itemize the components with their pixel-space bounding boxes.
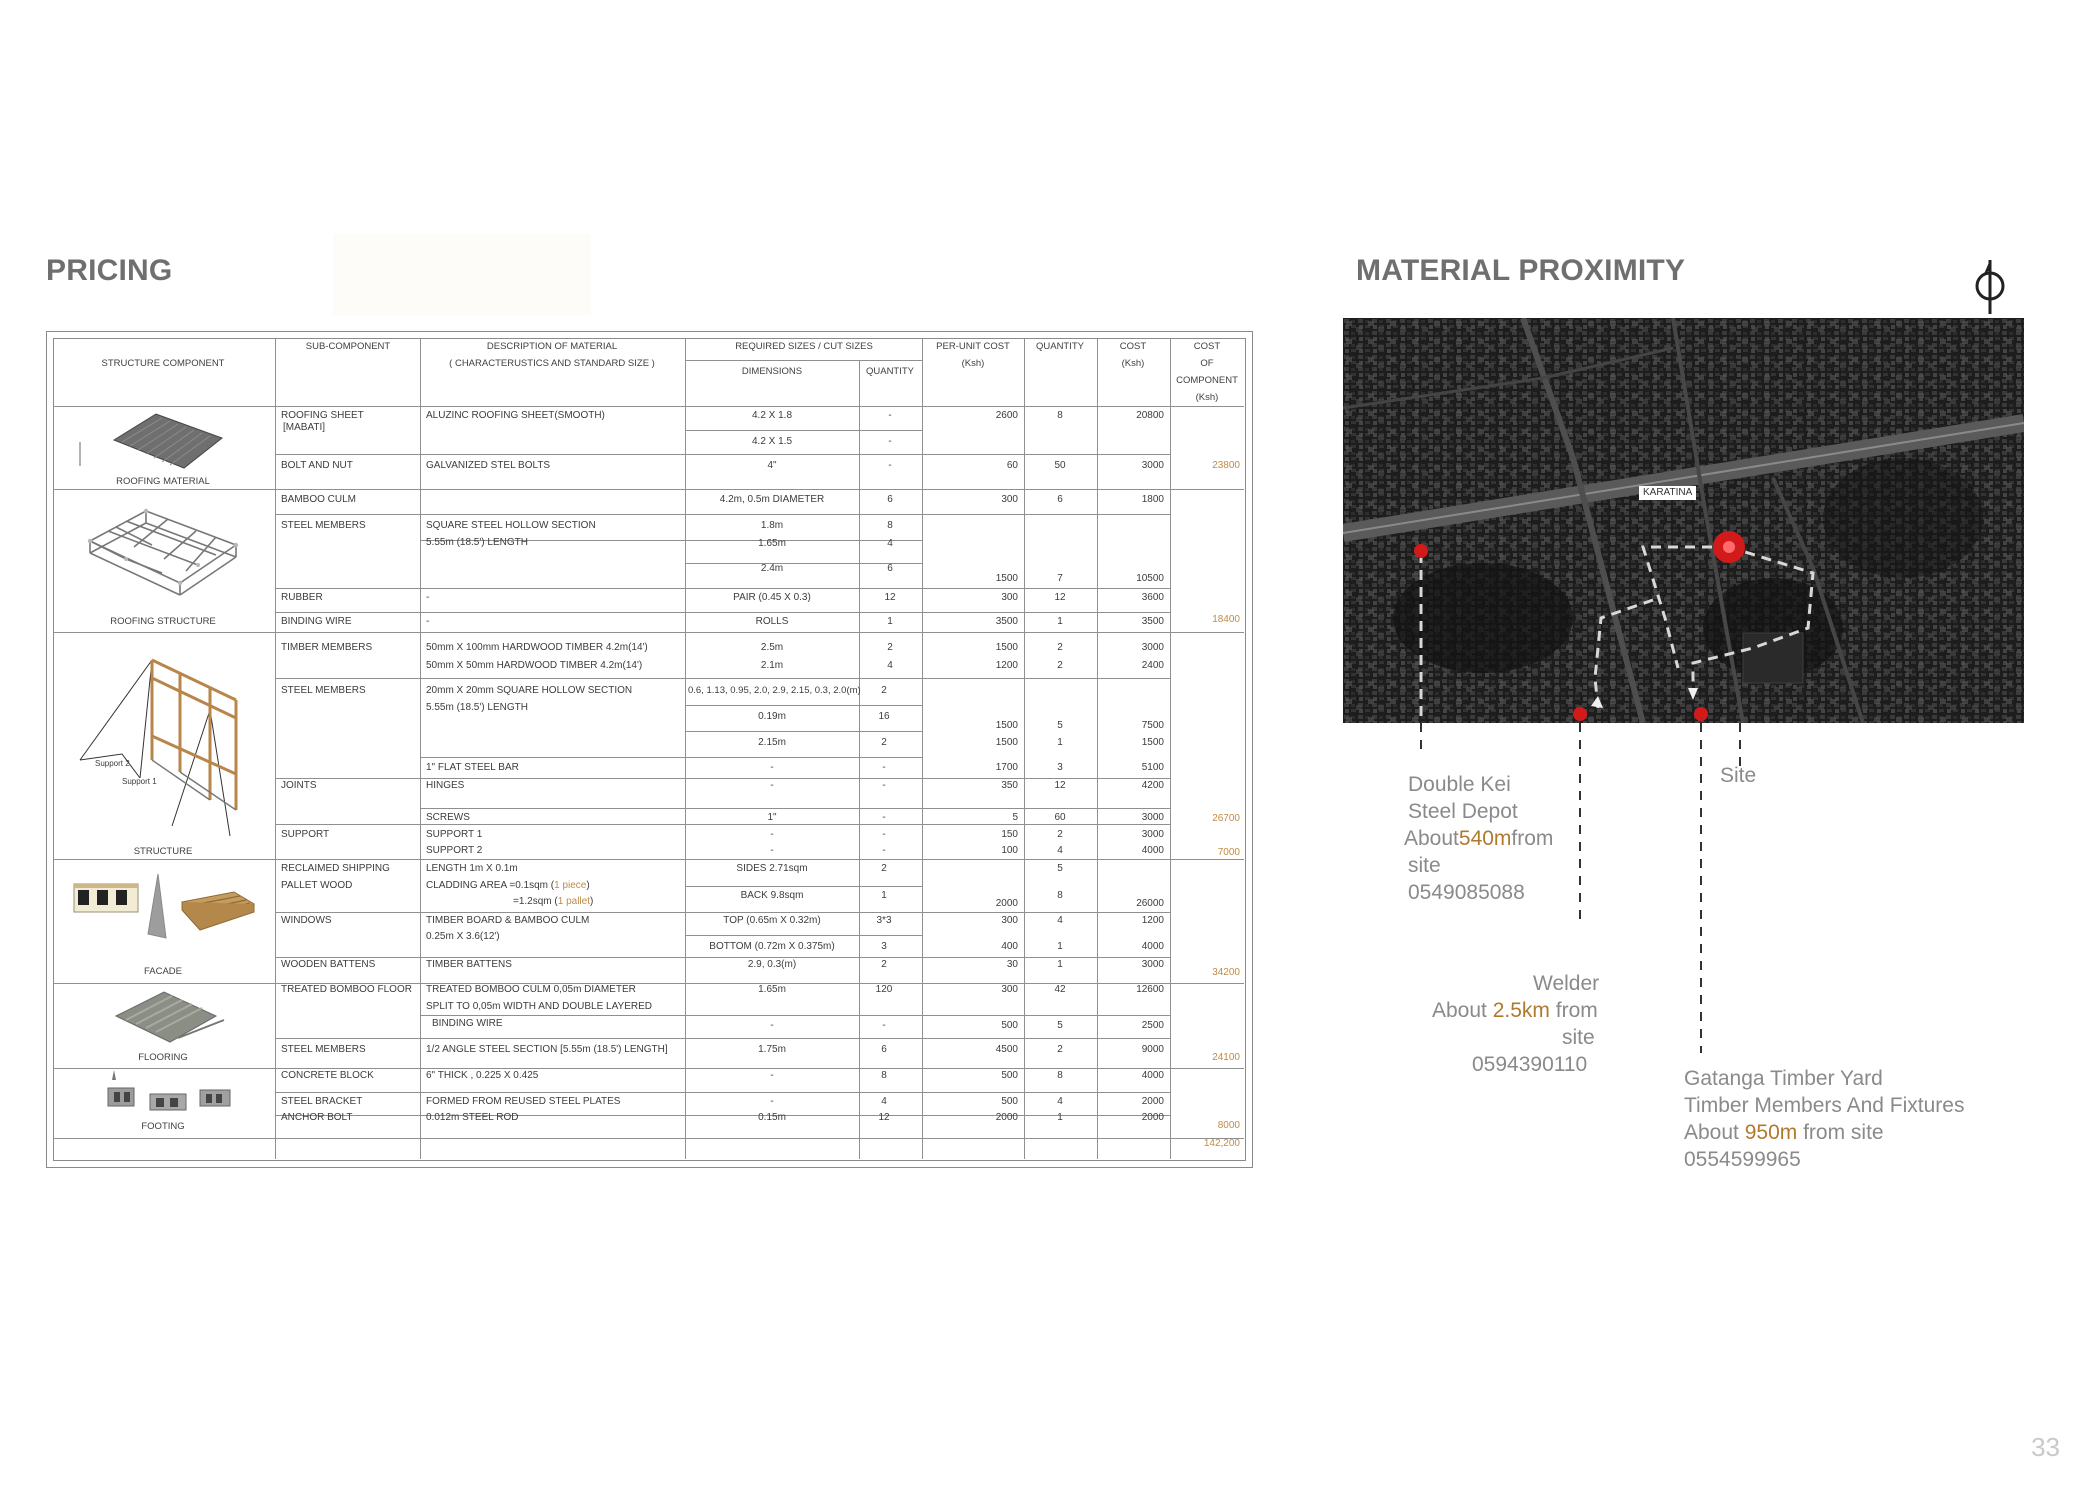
cell-dim: - <box>770 829 774 840</box>
cell-sub: SUPPORT <box>281 829 330 840</box>
cell-q2: 1 <box>1057 941 1063 952</box>
cell-sub: JOINTS <box>281 780 317 791</box>
cell-cost: 2500 <box>1141 1020 1164 1031</box>
component-footing: FOOTING <box>141 1121 185 1132</box>
cell-dim: 2.9, 0.3(m) <box>747 959 797 970</box>
supplier-welder-distance: About 2.5km from <box>1432 999 1598 1022</box>
cell-desc: GALVANIZED STEL BOLTS <box>426 460 551 471</box>
cell-q2: 2 <box>1057 1044 1063 1055</box>
cell-unit: 300 <box>1001 915 1018 926</box>
cell-unit: 300 <box>1001 494 1018 505</box>
cell-dim: 2.4m <box>760 563 784 574</box>
cell-qty: - <box>888 436 892 447</box>
roofing-structure-illustration <box>86 505 246 605</box>
cell-dim: SIDES 2.71sqm <box>736 863 808 874</box>
cell-q2: 2 <box>1057 642 1063 653</box>
cell-cost: 2400 <box>1141 660 1164 671</box>
structure-illustration <box>60 640 270 850</box>
supplier-gatanga-distance: About 950m from site <box>1684 1121 1884 1144</box>
cell-dim: PAIR (0.45 X 0.3) <box>733 592 811 603</box>
header-quantity-2: QUANTITY <box>1035 341 1085 352</box>
total-footing: 8000 <box>1217 1120 1240 1131</box>
cell-dim: 1.65m <box>758 538 786 549</box>
cell-sub: ANCHOR BOLT <box>281 1112 353 1123</box>
header-structure-component: STRUCTURE COMPONENT <box>101 358 225 369</box>
cell-sub: RECLAIMED SHIPPING <box>281 863 390 874</box>
cell-cost: 26000 <box>1136 898 1164 909</box>
cell-q2: 12 <box>1054 592 1066 603</box>
header-required-sizes: REQUIRED SIZES / CUT SIZES <box>735 341 873 352</box>
supplier-kei-distance: About540mfrom <box>1404 827 1554 850</box>
cell-cost: 9000 <box>1141 1044 1164 1055</box>
cell-unit: 500 <box>1001 1070 1018 1081</box>
cell-q2: 5 <box>1057 863 1063 874</box>
cell-sub: STEEL MEMBERS <box>281 1044 366 1055</box>
cell-qty: 6 <box>887 563 893 574</box>
cell-cost: 1200 <box>1141 915 1164 926</box>
cell-qty: 6 <box>881 1044 887 1055</box>
cell-unit: 150 <box>1001 829 1018 840</box>
cell-sub: BOLT AND NUT <box>281 460 353 471</box>
cell-q2: 1 <box>1057 737 1063 748</box>
cell-qty: 2 <box>881 959 887 970</box>
cell-cost: 3000 <box>1141 642 1164 653</box>
cell-q2: 60 <box>1054 812 1066 823</box>
supplier-welder-name: Welder <box>1533 972 1600 995</box>
cell-qty: 3*3 <box>876 915 892 926</box>
cell-qty: 2 <box>881 737 887 748</box>
cell-qty: - <box>882 829 886 840</box>
cell-sub: BINDING WIRE <box>281 616 352 627</box>
cell-cost: 2000 <box>1141 1096 1164 1107</box>
cell-qty: - <box>882 780 886 791</box>
total-support: 7000 <box>1217 847 1240 858</box>
cell-desc: SUPPORT 2 <box>426 845 483 856</box>
cell-cost: 5100 <box>1141 762 1164 773</box>
pricing-title: PRICING <box>46 254 173 287</box>
total-flooring: 24100 <box>1212 1052 1240 1063</box>
cell-desc: 1/2 ANGLE STEEL SECTION [5.55m (18.5') LENGTH] <box>426 1044 668 1055</box>
karatina-label: KARATINA <box>1639 486 1696 500</box>
component-structure: STRUCTURE <box>133 846 193 857</box>
cell-q2: 4 <box>1057 845 1063 856</box>
cell-sub: BAMBOO CULM <box>281 494 357 505</box>
header-coc-4: (Ksh) <box>1195 392 1219 403</box>
component-flooring: FLOORING <box>138 1052 188 1063</box>
cell-dim: 4" <box>767 460 777 471</box>
cell-dim: 4.2 X 1.5 <box>751 436 793 447</box>
cell-cost: 4000 <box>1141 1070 1164 1081</box>
cell-cost: 4000 <box>1141 941 1164 952</box>
roofing-sheet-illustration <box>74 408 244 474</box>
cell-unit: 300 <box>1001 592 1018 603</box>
cell-desc: TREATED BOMBOO CULM 0,05m DIAMETER <box>426 984 636 995</box>
supplier-kei-site: site <box>1408 854 1441 877</box>
cell-unit: 4500 <box>995 1044 1018 1055</box>
cell-q2: 8 <box>1057 890 1063 901</box>
cell-dim: - <box>770 1096 774 1107</box>
cell-qty: - <box>882 762 886 773</box>
cell-q2: 2 <box>1057 829 1063 840</box>
cell-dim: 2.15m <box>758 737 786 748</box>
cell-qty: 16 <box>878 711 890 722</box>
cell-unit: 1500 <box>995 737 1018 748</box>
cell-unit: 350 <box>1001 780 1018 791</box>
cell-cost: 7500 <box>1141 720 1164 731</box>
cell-cost: 2000 <box>1141 1112 1164 1123</box>
cell-q2: 5 <box>1057 720 1063 731</box>
cell-desc: 6" THICK , 0.225 X 0.425 <box>426 1070 539 1081</box>
cell-qty: 4 <box>887 660 893 671</box>
cell-dim: 1" <box>767 812 777 823</box>
cell-unit: 2000 <box>995 898 1018 909</box>
cell-q2: 42 <box>1054 984 1066 995</box>
supplier-kei-name-1: Double Kei <box>1408 773 1511 796</box>
cell-desc: BINDING WIRE <box>432 1018 503 1029</box>
satellite-map[interactable] <box>1343 318 2024 723</box>
cell-qty: 1 <box>881 890 887 901</box>
cell-qty: 4 <box>881 1096 887 1107</box>
cell-cost: 3600 <box>1141 592 1164 603</box>
cell-qty: 2 <box>887 642 893 653</box>
cell-sub: PALLET WOOD <box>281 880 353 891</box>
cell-desc: 0.012m STEEL ROD <box>426 1112 519 1123</box>
cell-qty: 1 <box>887 616 893 627</box>
cell-unit: 1200 <box>995 660 1018 671</box>
cell-unit: 500 <box>1001 1096 1018 1107</box>
cell-qty: - <box>888 460 892 471</box>
cell-unit: 2000 <box>995 1112 1018 1123</box>
header-cost: COST <box>1119 341 1147 352</box>
cell-unit: 1500 <box>995 642 1018 653</box>
cell-q2: 4 <box>1057 915 1063 926</box>
cell-qty: 3 <box>881 941 887 952</box>
cell-desc: 50mm X 100mm HARDWOOD TIMBER 4.2m(14') <box>426 642 648 653</box>
cell-q2: 3 <box>1057 762 1063 773</box>
cell-qty: 2 <box>881 685 887 696</box>
supplier-kei-phone: 0549085088 <box>1408 881 1525 904</box>
cell-desc: TIMBER BATTENS <box>426 959 512 970</box>
footing-illustration <box>94 1066 264 1130</box>
cell-dim: 1.8m <box>760 520 784 531</box>
faint-placeholder-box <box>333 234 591 316</box>
support1-label: Support 1 <box>122 777 157 786</box>
cell-dim: 0.15m <box>758 1112 786 1123</box>
cell-unit: 5 <box>1012 812 1018 823</box>
cell-qty: - <box>882 845 886 856</box>
cell-sub: STEEL MEMBERS <box>281 520 366 531</box>
cell-cost: 10500 <box>1136 573 1164 584</box>
cell-unit: 3500 <box>995 616 1018 627</box>
cell-qty: 8 <box>887 520 893 531</box>
north-arrow-icon <box>1972 256 2008 318</box>
cell-desc: 5.55m (18.5') LENGTH <box>426 702 528 713</box>
cell-sub: [MABATI] <box>283 422 326 433</box>
facade-illustration <box>70 868 260 964</box>
material-proximity-title: MATERIAL PROXIMITY <box>1356 254 1686 287</box>
cell-dim: 0.19m <box>758 711 786 722</box>
cell-dim: - <box>770 762 774 773</box>
cell-q2: 1 <box>1057 959 1063 970</box>
cell-cost: 20800 <box>1136 410 1164 421</box>
cell-q2: 8 <box>1057 410 1063 421</box>
total-facade: 34200 <box>1212 967 1240 978</box>
cell-sub: WOODEN BATTENS <box>281 959 376 970</box>
cell-sub: TREATED BOMBOO FLOOR <box>281 984 412 995</box>
header-coc-3: COMPONENT <box>1176 375 1238 386</box>
cell-dim: - <box>770 780 774 791</box>
cell-cost: 3000 <box>1141 959 1164 970</box>
cell-sub: STEEL MEMBERS <box>281 685 366 696</box>
supplier-welder-phone: 0594390110 <box>1472 1053 1588 1076</box>
cell-desc: - <box>426 592 430 603</box>
cell-cost: 3000 <box>1141 829 1164 840</box>
component-roofing-structure: ROOFING STRUCTURE <box>110 616 216 627</box>
cell-dim: ROLLS <box>755 616 789 627</box>
cell-desc: ALUZINC ROOFING SHEET(SMOOTH) <box>426 410 605 421</box>
cell-cost: 3000 <box>1141 812 1164 823</box>
cell-qty: - <box>882 812 886 823</box>
cell-cost: 3500 <box>1141 616 1164 627</box>
cell-q2: 7 <box>1057 573 1063 584</box>
cell-unit: 400 <box>1001 941 1018 952</box>
cell-cost: 4000 <box>1141 845 1164 856</box>
cell-desc: HINGES <box>426 780 465 791</box>
cell-unit: 1700 <box>995 762 1018 773</box>
map-canvas <box>1343 318 2024 723</box>
cell-qty: 8 <box>881 1070 887 1081</box>
component-facade: FACADE <box>143 966 183 977</box>
cell-qty: - <box>882 1020 886 1031</box>
cell-q2: 8 <box>1057 1070 1063 1081</box>
page-number: 33 <box>2031 1432 2060 1462</box>
cell-unit: 1500 <box>995 573 1018 584</box>
header-per-unit: PER-UNIT COST <box>936 341 1010 352</box>
cell-sub: CONCRETE BLOCK <box>281 1070 374 1081</box>
cell-desc: 50mm X 50mm HARDWOOD TIMBER 4.2m(14') <box>426 660 643 671</box>
cell-unit: 60 <box>1006 460 1018 471</box>
cell-dim: 2.5m <box>760 642 784 653</box>
cell-qty: 120 <box>875 984 893 995</box>
cell-cost: 4200 <box>1141 780 1164 791</box>
cell-desc: TIMBER BOARD & BAMBOO CULM <box>426 915 590 926</box>
supplier-gatanga-name-1: Gatanga Timber Yard <box>1684 1067 1883 1090</box>
cell-dim: TOP (0.65m X 0.32m) <box>723 915 821 926</box>
supplier-welder-site: site <box>1562 1026 1595 1049</box>
total-roofing-structure: 18400 <box>1212 614 1240 625</box>
cell-cost: 12600 <box>1136 984 1164 995</box>
cell-desc: SPLIT TO 0,05m WIDTH AND DOUBLE LAYERED <box>426 1001 652 1012</box>
cell-desc: 20mm X 20mm SQUARE HOLLOW SECTION <box>426 685 633 696</box>
cell-desc: SUPPORT 1 <box>426 829 483 840</box>
cell-unit: 2600 <box>995 410 1018 421</box>
cell-q2: 2 <box>1057 660 1063 671</box>
cell-dim: - <box>770 1020 774 1031</box>
cell-unit: 100 <box>1001 845 1018 856</box>
total-structure: 26700 <box>1212 813 1240 824</box>
cell-desc-line: CLADDING AREA =0.1sqm (1 piece) <box>426 880 590 891</box>
cell-dim: - <box>770 1070 774 1081</box>
supplier-gatanga-phone: 0554599965 <box>1684 1148 1801 1171</box>
cell-desc: 0.25m X 3.6(12') <box>426 931 500 942</box>
cell-qty: 4 <box>887 538 893 549</box>
cell-dim: 2.1m <box>760 660 784 671</box>
cell-dim: BOTTOM (0.72m X 0.375m) <box>709 941 835 952</box>
cell-dim: BACK 9.8sqm <box>740 890 804 901</box>
cell-sub: TIMBER MEMBERS <box>281 642 373 653</box>
header-per-unit-ksh: (Ksh) <box>961 358 985 369</box>
cell-desc: 5.55m (18.5') LENGTH <box>426 537 528 548</box>
cell-qty: 2 <box>881 863 887 874</box>
header-dimensions: DIMENSIONS <box>741 366 803 377</box>
cell-q2: 6 <box>1057 494 1063 505</box>
cell-unit: 1500 <box>995 720 1018 731</box>
cell-dim: 4.2m, 0.5m DIAMETER <box>719 494 825 505</box>
cell-desc: SQUARE STEEL HOLLOW SECTION <box>426 520 596 531</box>
cell-qty: - <box>888 410 892 421</box>
cell-desc: 1" FLAT STEEL BAR <box>426 762 519 773</box>
cell-cost: 3000 <box>1141 460 1164 471</box>
cell-q2: 50 <box>1054 460 1066 471</box>
cell-qty: 12 <box>884 592 896 603</box>
cell-desc: LENGTH 1m X 0.1m <box>426 863 518 874</box>
cell-sub: ROOFING SHEET <box>281 410 364 421</box>
support2-label: Support 2 <box>95 759 130 768</box>
supplier-gatanga-name-2: Timber Members And Fixtures <box>1684 1094 1965 1117</box>
cell-sub: STEEL BRACKET <box>281 1096 363 1107</box>
cell-q2: 5 <box>1057 1020 1063 1031</box>
header-quantity: QUANTITY <box>865 366 915 377</box>
cell-desc: SCREWS <box>426 812 470 823</box>
header-description: DESCRIPTION OF MATERIAL <box>486 341 618 352</box>
cell-unit: 300 <box>1001 984 1018 995</box>
cell-dim: 4.2 X 1.8 <box>751 410 793 421</box>
header-coc-1: COST <box>1193 341 1221 352</box>
cell-dim: 1.65m <box>758 984 786 995</box>
cell-desc: FORMED FROM REUSED STEEL PLATES <box>426 1096 621 1107</box>
cell-q2: 1 <box>1057 1112 1063 1123</box>
cell-cost: 1500 <box>1141 737 1164 748</box>
supplier-kei-name-2: Steel Depot <box>1408 800 1518 823</box>
grand-total: 142,200 <box>1203 1138 1240 1149</box>
header-description-sub: ( CHARACTERUSTICS AND STANDARD SIZE ) <box>449 358 655 369</box>
cell-dim: 1.75m <box>758 1044 786 1055</box>
cell-desc-line: =1.2sqm (1 pallet) <box>513 896 594 907</box>
component-roofing-material: ROOFING MATERIAL <box>116 476 210 487</box>
cell-unit: 30 <box>1006 959 1018 970</box>
cell-sub: RUBBER <box>281 592 323 603</box>
cell-qty: 6 <box>887 494 893 505</box>
cell-q2: 12 <box>1054 780 1066 791</box>
header-sub-component: SUB-COMPONENT <box>305 341 391 352</box>
cell-cost: 1800 <box>1141 494 1164 505</box>
cell-sub: WINDOWS <box>281 915 332 926</box>
site-label: Site <box>1720 764 1757 787</box>
cell-dim: - <box>770 845 774 856</box>
cell-q2: 4 <box>1057 1096 1063 1107</box>
cell-q2: 1 <box>1057 616 1063 627</box>
total-roofing-material: 23800 <box>1212 460 1240 471</box>
flooring-illustration <box>112 986 232 1050</box>
cell-dim: 0.6, 1.13, 0.95, 2.0, 2.9, 2.15, 0.3, 2.0(m) <box>688 685 861 696</box>
cell-qty: 12 <box>878 1112 890 1123</box>
cell-unit: 500 <box>1001 1020 1018 1031</box>
header-coc-2: OF <box>1200 358 1214 369</box>
cell-desc: - <box>426 616 430 627</box>
header-cost-ksh: (Ksh) <box>1121 358 1145 369</box>
